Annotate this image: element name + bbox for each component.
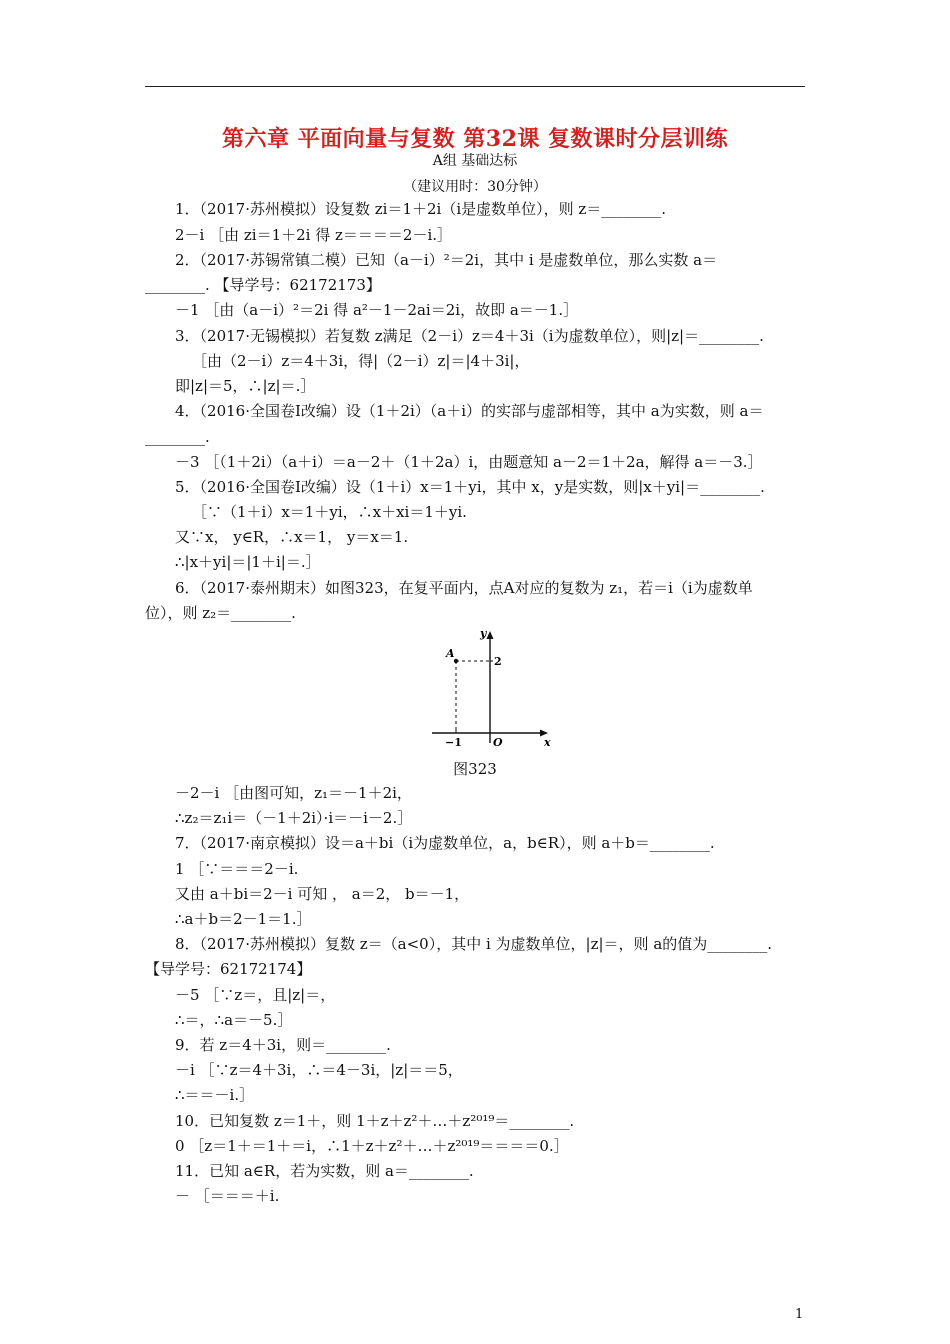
x-axis-label: x — [544, 736, 551, 749]
answer-8-line1: －5 ［∵z＝，且|z|＝， — [175, 986, 336, 1004]
header-rule — [145, 86, 805, 87]
answer-5-line1: ［∵（1＋i）x＝1＋yi，∴x＋xi＝1＋yi. — [192, 503, 467, 521]
question-11: 11．已知 a∈R，若为实数，则 a＝________. — [175, 1162, 474, 1180]
answer-3-line2: 即|z|＝5，∴|z|＝.］ — [175, 377, 316, 395]
question-10: 10．已知复数 z＝1＋，则 1＋z＋z²＋…＋z²⁰¹⁹＝________. — [175, 1112, 575, 1130]
point-a-label: A — [446, 647, 455, 660]
question-4: 4．（2016·全国卷Ⅰ改编）设（1＋2i）（a＋i）的实部与虚部相等，其中 a为实数，则 a＝ — [175, 402, 764, 420]
answer-2: －1 ［由（a－i）²＝2i 得 a²－1－2ai＝2i，故即 a＝－1.］ — [175, 301, 579, 319]
group-label: A组 基础达标 — [432, 153, 518, 169]
y-axis-label: y — [480, 627, 487, 640]
page-title: 第六章 平面向量与复数 第32课 复数课时分层训练 — [221, 126, 729, 152]
y-axis-arrow — [487, 631, 494, 639]
answer-4: －3 ［（1＋2i）（a＋i）＝a－2＋（1＋2a）i，由题意知 a－2＝1＋2a，解得 a＝－3.］ — [175, 453, 763, 471]
question-6: 6．（2017·泰州期末）如图323，在复平面内，点A对应的复数为 z₁，若＝i（i为虚数单 — [175, 579, 753, 597]
answer-5-line2: 又∵x， y∈R，∴x＝1， y＝x＝1. — [175, 528, 409, 546]
answer-7-line1: 1 ［∵＝＝＝2－i. — [175, 860, 299, 878]
x-tick-label: −1 — [445, 736, 462, 749]
question-2: 2．（2017·苏锡常镇二模）已知（a－i）²＝2i，其中 i 是虚数单位，那么实数 a＝ — [175, 251, 718, 269]
answer-1: 2－i ［由 zi＝1＋2i 得 z＝＝＝＝2－i.］ — [175, 226, 453, 244]
answer-7-line3: ∴a＋b＝2－1＝1.］ — [175, 910, 312, 928]
answer-3-line1: ［由（2－i）z＝4＋3i，得|（2－i）z|＝|4＋3i|， — [192, 352, 530, 370]
answer-8-line2: ∴＝，∴a＝－5.］ — [175, 1011, 293, 1029]
origin-label: O — [493, 736, 503, 749]
question-3: 3．（2017·无锡模拟）若复数 z满足（2－i）z＝4＋3i（i为虚数单位），则|z|＝________. — [175, 327, 764, 345]
page-number: 1 — [795, 1307, 804, 1322]
question-7: 7．（2017·南京模拟）设＝a＋bi（i为虚数单位，a，b∈R），则 a＋b＝________. — [175, 834, 715, 852]
question-6-cont: 位），则 z₂＝________. — [145, 604, 296, 622]
answer-9-line1: －i ［∵z＝4＋3i，∴＝4－3i，|z|＝＝5， — [175, 1061, 463, 1079]
answer-6-line1: －2－i ［由图可知，z₁＝－1＋2i， — [175, 784, 412, 802]
answer-5-line3: ∴|x＋yi|＝|1＋i|＝.］ — [175, 553, 321, 571]
answer-11: － ［＝＝＝＋i. — [175, 1187, 280, 1205]
answer-7-line2: 又由 a＋bi＝2－i 可知 ， a＝2， b＝－1， — [175, 885, 470, 903]
question-8-cont: 【导学号：62172174】 — [145, 960, 312, 978]
answer-6-line2: ∴z₂＝z₁i＝（－1＋2i）·i＝－i－2.］ — [175, 809, 413, 827]
answer-10: 0 ［z＝1＋＝1＋＝i，∴1＋z＋z²＋…＋z²⁰¹⁹＝＝＝＝0.］ — [175, 1137, 569, 1155]
question-1: 1．（2017·苏州模拟）设复数 zi＝1＋2i（i是虚数单位），则 z＝________. — [175, 200, 667, 218]
figure-caption: 图323 — [453, 760, 497, 778]
question-5: 5．（2016·全国卷Ⅰ改编）设（1＋i）x＝1＋yi，其中 x，y是实数，则|x＋yi|＝________. — [175, 478, 765, 496]
y-tick-label: 2 — [494, 655, 502, 668]
complex-plane-figure — [420, 625, 560, 750]
question-9: 9．若 z＝4＋3i，则＝________. — [175, 1036, 391, 1054]
question-4-cont: ________. — [145, 428, 210, 446]
suggested-time: （建议用时：30分钟） — [403, 179, 547, 195]
question-8: 8．（2017·苏州模拟）复数 z＝（a<0），其中 i 为虚数单位，|z|＝，则 a的值为________. — [175, 935, 773, 953]
answer-9-line2: ∴＝＝－i.］ — [175, 1086, 255, 1104]
question-2-cont: ________. 【导学号：62172173】 — [145, 276, 381, 294]
